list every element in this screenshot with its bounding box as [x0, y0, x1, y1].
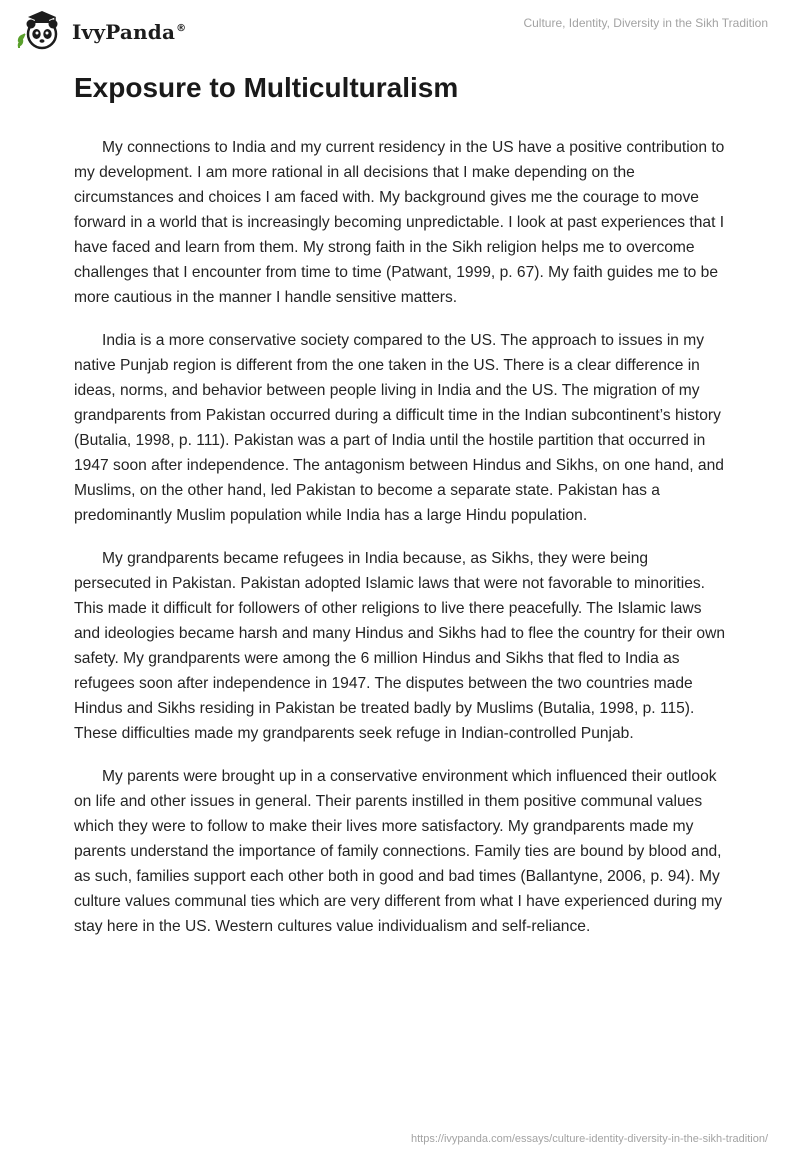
logo-wordmark: IvyPanda® [72, 20, 187, 44]
essay-body [74, 135, 726, 957]
page-header [0, 0, 800, 60]
ivypanda-logo[interactable] [14, 8, 186, 52]
paragraph: My grandparents became refugees in India because, as Sikhs, they were being persecuted in Pakistan. Pakistan adopted Islamic laws that were not favorable to minorities. This made it difficult for followers of other religions to live there peacefully. The Islamic laws and ideologies became harsh and many Hindus and Sikhs had to flee the country for their own safety. My grandparents were among the 6 million Hindus and Sikhs that fled to India as refugees soon after independence in 1947. The disputes between the two countries made Hindus and Sikhs residing in Pakistan be treated badly by Muslims (Butalia, 1998, p. 115). These difficulties made my grandparents seek refuge in Indian-controlled Punjab. [74, 550, 726, 742]
paragraph: My connections to India and my current residency in the US have a positive contribution to my development. I am more rational in all decisions that I make depending on the circumstances and choices I am faced with. My background gives me the courage to move forward in a world that is increasingly becoming unpredictable. I look at past experiences that I have faced and learn from them. My strong faith in the Sikh religion helps me to overcome challenges that I encounter from time to time (Patwant, 1999, p. 67). My faith guides me to be more cautious in the manner I handle sensitive matters. [74, 139, 725, 306]
source-url-link[interactable]: https://ivypanda.com/essays/culture-identity-diversity-in-the-sikh-tradition/ [410, 1133, 768, 1145]
document-title: Culture, Identity, Diversity in the Sikh Tradition [523, 16, 768, 30]
paragraph: My parents were brought up in a conservative environment which influenced their outlook on life and other issues in general. Their parents instilled in them positive communal values which they were to follow to make their lives more satisfactory. My grandparents made my parents understand the importance of family connections. Family ties are bound by blood and, as such, families support each other both in good and bad times (Ballantyne, 2006, p. 94). My culture values communal ties which are very different from what I have experienced during my stay here in the US. Western cultures value individualism and self-reliance. [74, 768, 723, 935]
paragraph: India is a more conservative society compared to the US. The approach to issues in my native Punjab region is different from the one taken in the US. There is a clear difference in ideas, norms, and behavior between people living in India and the US. The migration of my grandparents from Pakistan occurred during a difficult time in the Indian subcontinent’s history (Butalia, 1998, p. 111). Pakistan was a part of India until the hostile partition that occurred in 1947 soon after independence. The antagonism between Hindus and Sikhs, on one hand, and Muslims, on the other hand, led Pakistan to become a separate state. Pakistan has a predominantly Muslim population while India has a large Hindu population. [74, 332, 724, 524]
panda-graduation-cap-icon [14, 8, 66, 52]
page-title: Exposure to Multiculturalism [74, 72, 459, 103]
